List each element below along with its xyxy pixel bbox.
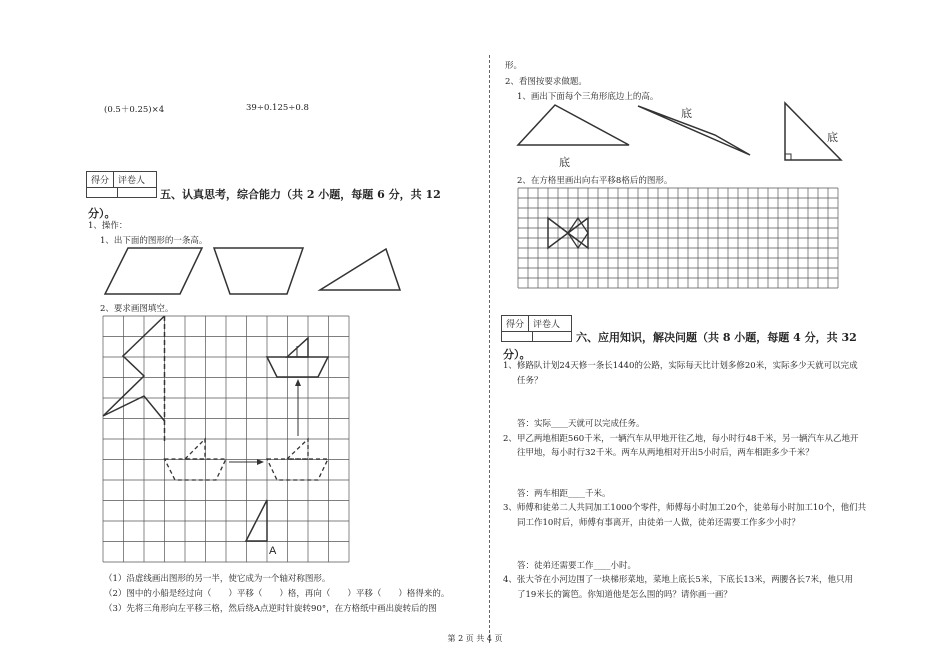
grader-label: 评卷人	[113, 172, 149, 187]
fill-question-3: （3）先将三角形向左平移三格，然后绕A点逆时针旋转90°，在方格纸中画出旋转后的图	[104, 604, 437, 614]
section6-heading-cont: 分）。	[503, 348, 531, 361]
problem-2-line1: 2、甲乙两地相距560千米，一辆汽车从甲地开往乙地，每小时行48千米，另一辆汽车从乙地开	[503, 434, 859, 444]
section5-heading-cont: 分）。	[88, 207, 116, 220]
problem-1-line2: 任务？	[517, 376, 543, 386]
section5-q1: 1、操作：	[88, 221, 128, 231]
q2-text: 2、看图按要求做题。	[505, 77, 587, 87]
shapes-row	[100, 243, 410, 298]
score-box-left	[86, 171, 157, 198]
q2-sub2: 2、在方格里画出向右平移8格后的图形。	[517, 176, 673, 186]
problem-3-line2: 同工作10时后，师傅有事离开，由徒弟一人做，徒弟还需要工作多少小时？	[517, 518, 800, 528]
rotate-triangle	[246, 500, 267, 541]
grader-label: 评卷人	[528, 316, 564, 331]
problem-2-answer: 答：两车相距____千米。	[517, 489, 611, 499]
square-grid	[103, 316, 349, 562]
fill-question-1: （1）沿虚线画出图形的另一半，使它成为一个轴对称图形。	[104, 574, 331, 584]
problem-2-line2: 往甲地，每小时行32千米。两车从两地相对开出5小时后，两车相距多少千米？	[517, 448, 814, 458]
page-footer: 第 2 页 共 4 页	[447, 634, 503, 643]
triangles-row	[515, 100, 845, 170]
score-label: 得分	[506, 320, 525, 330]
triangle-2	[638, 106, 750, 155]
section5-q1-sub2: 2、要求画图填空。	[100, 304, 174, 314]
triangle-shape	[320, 249, 400, 290]
right-angle-mark	[785, 154, 791, 160]
up-arrow-head	[295, 379, 301, 386]
boat-hull-dashed-left	[165, 459, 227, 480]
parallelogram-shape	[105, 248, 202, 294]
section5-heading: 五、认真思考，综合能力（共 2 小题，每题 6 分，共 12	[160, 188, 441, 201]
point-a-label: A	[269, 545, 277, 557]
grid-lines	[518, 188, 838, 288]
base-label-1: 底	[559, 156, 570, 169]
problem-3-line1: 3、师傅和徒弟二人共同加工1000个零件，师傅每小时加工20个，徒弟每小时加工10个，他们共	[503, 503, 867, 513]
calc-expr-2: 39÷0.125÷0.8	[246, 103, 309, 113]
boat-sail-dashed-left	[185, 439, 205, 459]
calc-expr-1: (0.5＋0.25)×4	[104, 105, 165, 115]
problem-1-line1: 1、修路队计划24天修一条长1440的公路，实际每天比计划多修20米，实际多少天就可以完成	[503, 361, 858, 371]
fill-question-2: （2）图中的小船是经过向（ ）平移（ ）格，再向（ ）平移（ ）格得来的。	[104, 589, 450, 599]
problem-4-line2: 了19米长的篱笆。你知道他是怎么围的吗？请你画一画？	[517, 590, 732, 600]
section6-heading: 六、应用知识，解决问题（共 8 小题，每题 4 分，共 32	[576, 331, 857, 344]
half-figure	[103, 316, 165, 421]
continued-text: 形。	[505, 61, 523, 71]
score-label: 得分	[91, 176, 110, 186]
boat-hull-dashed-right	[267, 459, 328, 480]
base-label-3: 底	[827, 131, 838, 144]
section5-q1-sub1: 1、出下面的图形的一条高。	[100, 236, 208, 246]
triangle-1	[518, 105, 629, 145]
q2-sub1: 1、画出下面每个三角形底边上的高。	[517, 92, 659, 102]
boat-hull-solid	[267, 357, 328, 377]
problem-1-answer: 答：实际____天就可以完成任务。	[517, 419, 645, 429]
base-label-2: 底	[681, 107, 692, 120]
right-arrow-head	[257, 459, 264, 465]
trapezoid-shape	[214, 248, 303, 294]
boat-sail-dashed-right	[287, 439, 308, 459]
translation-grid	[518, 188, 838, 288]
problem-4-line1: 4、张大爷在小河边围了一块梯形菜地，菜地上底长5米，下底长13米，两腰各长7米，他只用	[503, 575, 854, 585]
grid-lines	[103, 316, 349, 562]
column-divider	[489, 55, 490, 643]
score-box-right	[501, 315, 572, 342]
problem-3-answer: 答：徒弟还需要工作____小时。	[517, 561, 637, 571]
